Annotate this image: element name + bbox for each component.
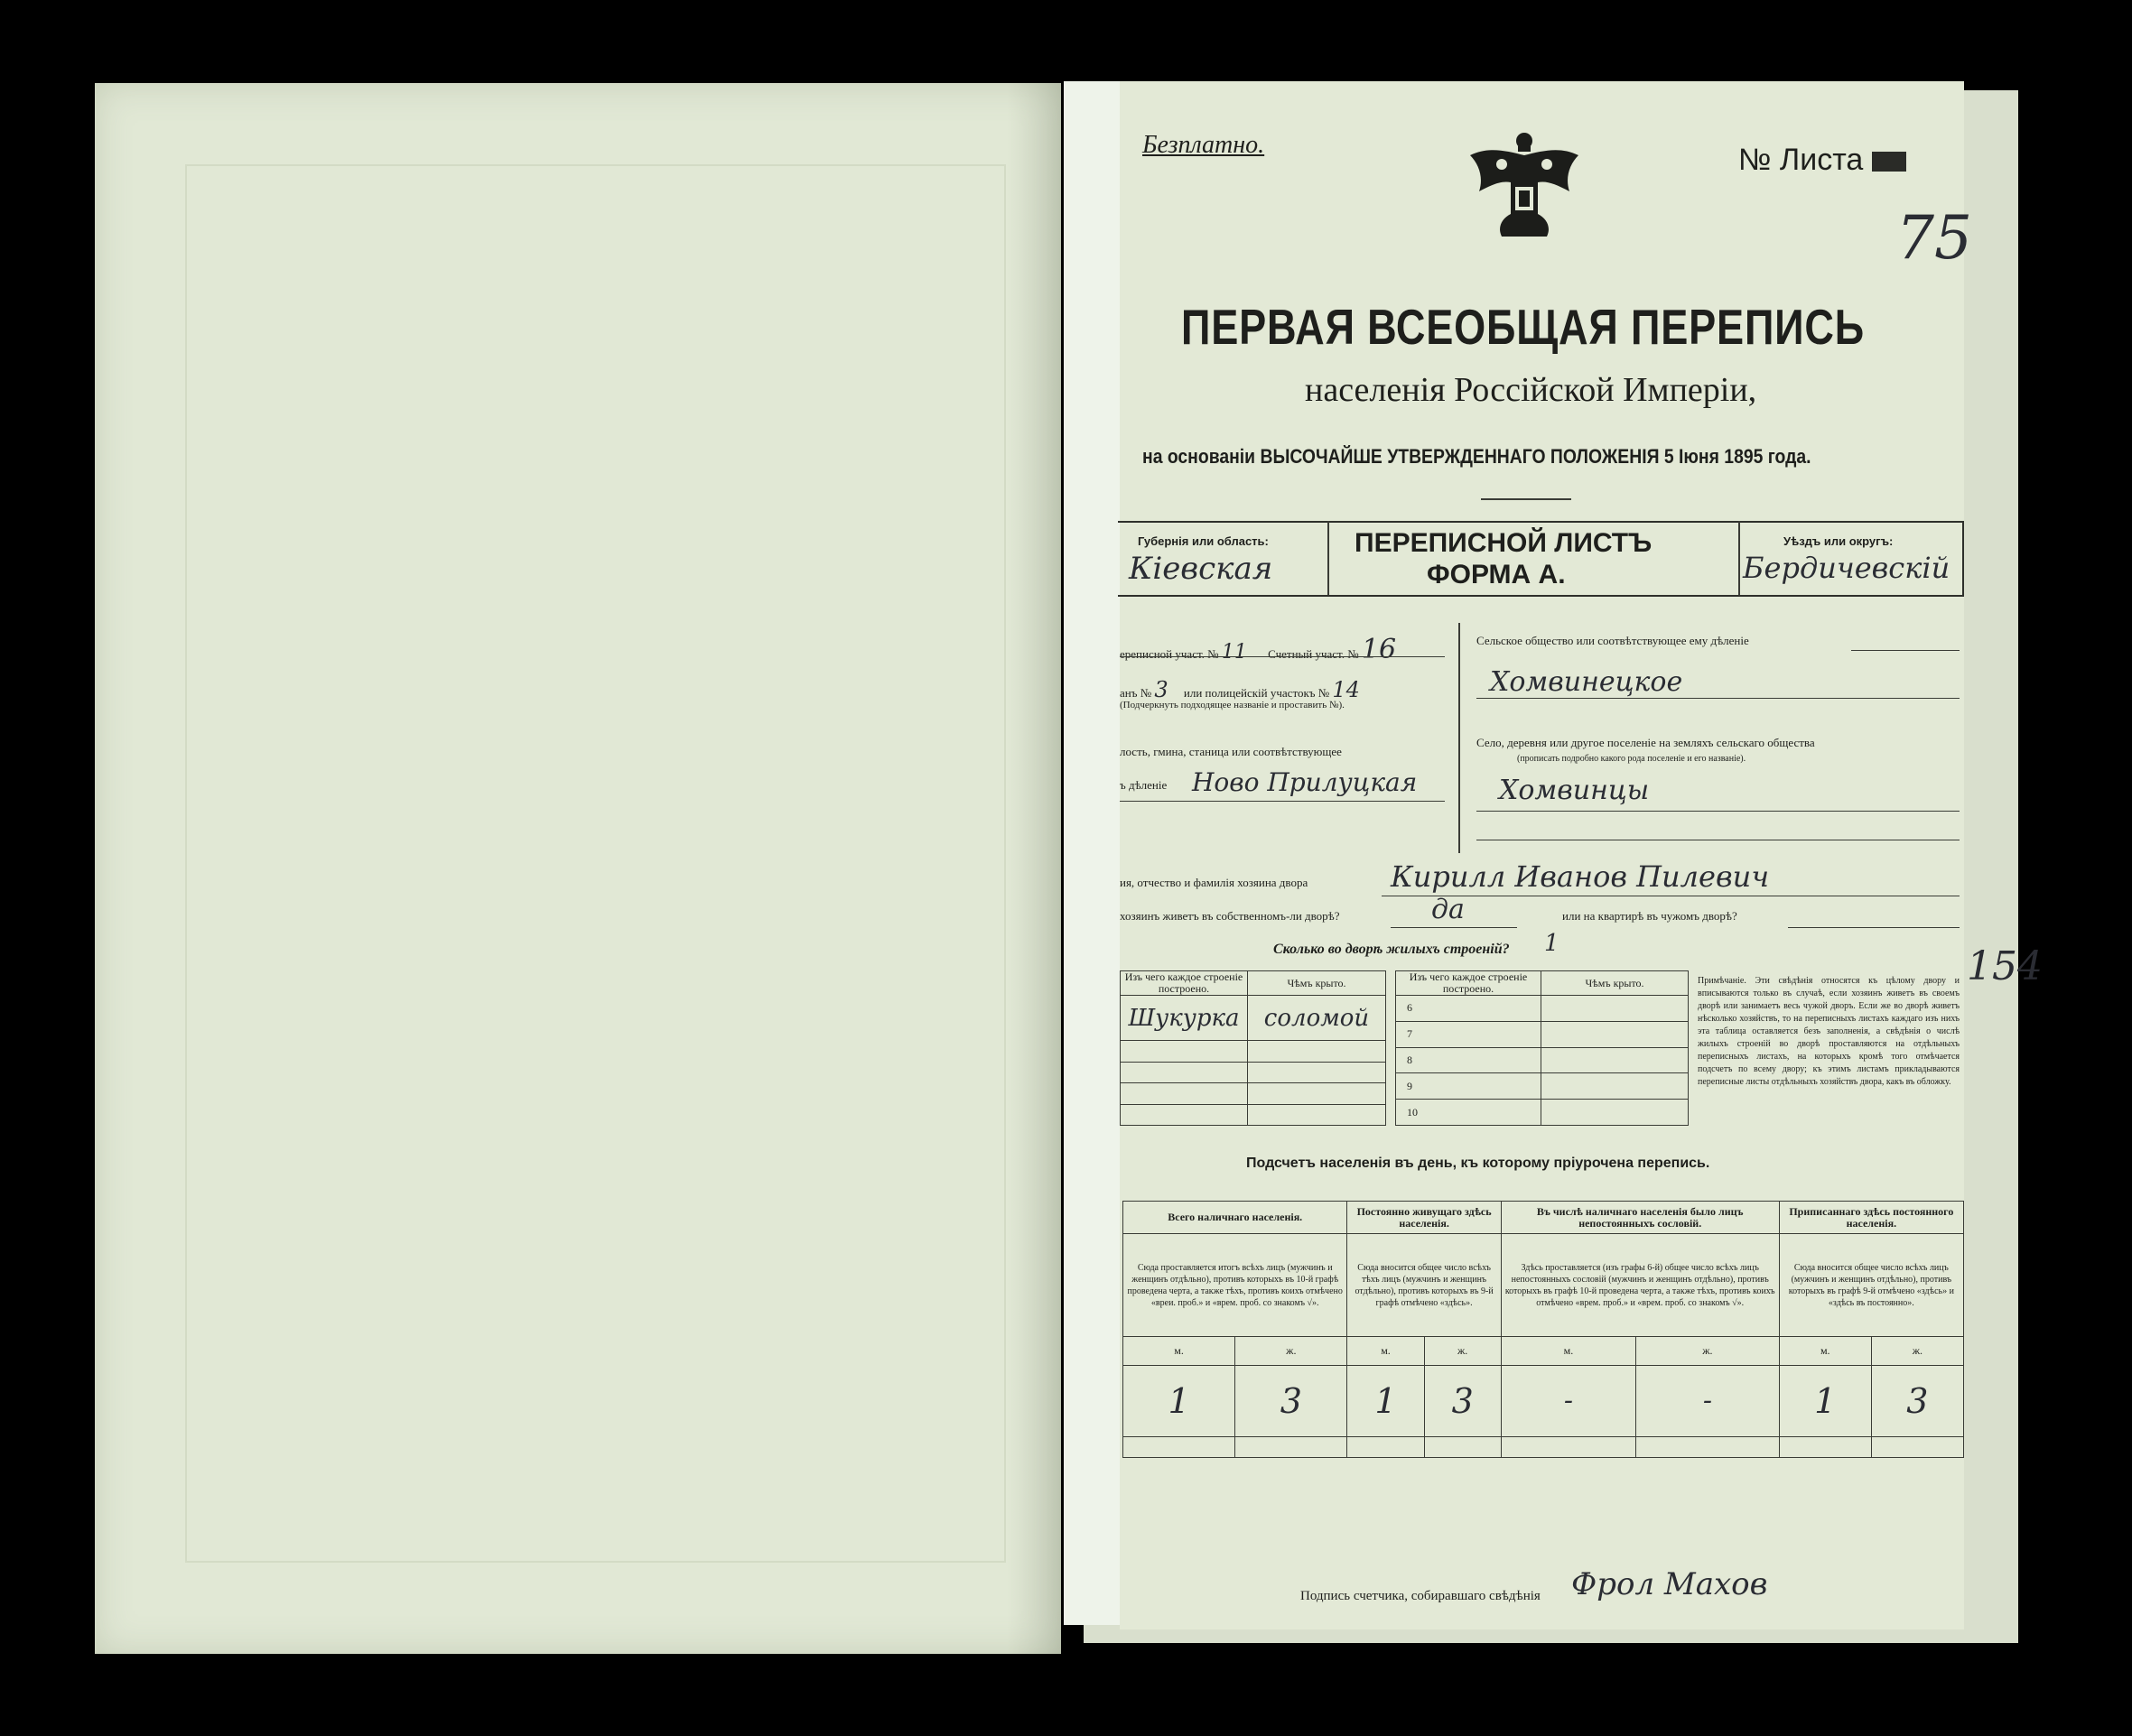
male-header: м.	[1779, 1336, 1871, 1365]
summary-col-description: Здѣсь проставляется (изъ графы 6-й) общее число всѣхъ лицъ непостоянныхъ сословій (мужчинъ и женщинъ отдѣльно), противъ которыхъ въ графѣ 10-й проведена черта, а также тѣхъ, противъ коихъ отмѣчено «врем. проб.» и «врем. проб. со знакомъ √».	[1501, 1234, 1779, 1337]
left-page-frame	[185, 164, 1006, 1563]
uezd-label: Уѣздъ или округъ:	[1783, 534, 1894, 548]
registered-female-value: 3	[1871, 1365, 1963, 1437]
census-form-page	[1120, 81, 2043, 1629]
perepis-uchast-label: ереписной участ. №	[1120, 647, 1219, 661]
schetny-uchast-value: 16	[1361, 634, 1397, 665]
female-header: ж.	[1424, 1336, 1501, 1365]
police-value: 14	[1332, 677, 1360, 702]
paper-strip	[1064, 81, 1125, 1625]
female-header: ж.	[1636, 1336, 1780, 1365]
own-yard-label: хозяинъ живетъ въ собственномъ-ли дворѣ?	[1120, 909, 1340, 923]
roof-cell: соломой	[1248, 996, 1386, 1041]
volost-value: Ново Прилуцкая	[1192, 767, 1418, 797]
guberniya-value: Кіевская	[1129, 551, 1273, 587]
village-note: (прописать подробно какого рода поселеніе и его названіе).	[1517, 754, 1746, 764]
male-header: м.	[1501, 1336, 1635, 1365]
divider	[1327, 521, 1329, 595]
divider	[1738, 521, 1740, 595]
census-legal-basis: на основаніи ВЫСОЧАЙШЕ УТВЕРЖДЕННАГО ПОЛОЖЕНІЯ 5 Іюня 1895 года.	[1142, 445, 1811, 468]
buildings-label: Сколько во дворѣ жилыхъ строеній?	[1273, 942, 1510, 957]
district-divider	[1458, 623, 1460, 853]
summary-col-header: Приписаннаго здѣсь постоянного населенія.	[1779, 1202, 1963, 1234]
stan-label: анъ №	[1120, 686, 1152, 700]
male-header: м.	[1347, 1336, 1424, 1365]
summary-col-header: Всего наличнаго населенія.	[1123, 1202, 1347, 1234]
row-number: 7	[1396, 1021, 1541, 1047]
sheet-number-stamp	[1872, 152, 1906, 172]
summary-col-description: Сюда вносится общее число всѣхъ лицъ (мужчинъ и женщинъ отдѣльно), противъ которыхъ въ графѣ 9-й отмѣчено «здѣсь» и «здѣсь въ постоянно».	[1779, 1234, 1963, 1337]
col-header: Изъ чего каждое строеніе построено.	[1396, 971, 1541, 996]
male-header: м.	[1123, 1336, 1235, 1365]
col-header: Чѣмъ крыто.	[1541, 971, 1689, 996]
row-number: 9	[1396, 1073, 1541, 1100]
volost-label: лость, гмина, станица или соотвѣтствующее	[1120, 745, 1342, 758]
enumerator-signature: Фрол Махов	[1571, 1566, 1768, 1602]
form-name-line2: ФОРМА А.	[1427, 560, 1566, 589]
population-summary-table	[1122, 1201, 1964, 1458]
underline	[1391, 927, 1517, 928]
spine-shadow	[1007, 83, 1061, 1654]
material-cell: Шукурка	[1121, 996, 1248, 1041]
col-header: Изъ чего каждое строеніе построено.	[1121, 971, 1248, 996]
census-subtitle: населенія Россійской Имперіи,	[1305, 371, 1757, 409]
underline	[1476, 811, 1960, 812]
stan-value: 3	[1154, 677, 1168, 702]
female-header: ж.	[1871, 1336, 1963, 1365]
other-yard-label: или на квартирѣ въ чужомъ дворѣ?	[1562, 909, 1737, 923]
signature-label: Подпись счетчика, собиравшаго свѣдѣнія	[1300, 1589, 1541, 1603]
total-male-value: 1	[1123, 1365, 1235, 1437]
sheet-number-handwritten: 75	[1896, 203, 1972, 273]
margin-number-handwritten: 154	[1967, 943, 2043, 989]
owner-name-value: Кирилл Иванов Пилевич	[1391, 859, 1770, 894]
buildings-value: 1	[1544, 930, 1559, 957]
transient-female-value: -	[1636, 1365, 1780, 1437]
col-header: Чѣмъ крыто.	[1248, 971, 1386, 996]
census-title: ПЕРВАЯ ВСЕОБЩАЯ ПЕРЕПИСЬ	[1181, 299, 1866, 355]
own-yard-value: да	[1431, 894, 1465, 925]
double-headed-eagle-emblem	[1461, 128, 1587, 246]
owner-name-label: ия, отчество и фамилія хозяина двора	[1120, 876, 1308, 889]
summary-col-description: Сюда вносится общее число всѣхъ тѣхъ лицъ (мужчинъ и женщинъ отдѣльно), противъ которыхъ въ 9-й графѣ отмѣчено «здѣсь».	[1347, 1234, 1501, 1337]
police-label: или полицейскій участокъ №	[1183, 686, 1330, 700]
free-label: Безплатно.	[1142, 131, 1265, 159]
resident-male-value: 1	[1347, 1365, 1424, 1437]
underline	[1120, 656, 1445, 657]
sheet-number-label: № Листа	[1738, 143, 1864, 177]
summary-col-description: Сюда проставляется итогъ всѣхъ лицъ (мужчинъ и женщинъ отдѣльно), противъ которыхъ въ 10-й графѣ проведена черта, а также тѣхъ, противъ коихъ отмѣчено «вреи. проб.» и «врем. проб. со знакомъ √».	[1123, 1234, 1347, 1337]
underline-note: (Подчеркнуть подходящее названіе и проставить №).	[1120, 700, 1345, 710]
volost-label-2: ъ дѣленіе	[1120, 778, 1168, 792]
underline	[1476, 698, 1960, 699]
schetny-uchast-label: Счетный участ. №	[1268, 647, 1359, 661]
buildings-table-left	[1120, 970, 1386, 1126]
row-number: 6	[1396, 996, 1541, 1022]
underline	[1120, 801, 1445, 802]
perepis-uchast-value: 11	[1221, 641, 1247, 664]
guberniya-label: Губернія или область:	[1138, 534, 1269, 548]
registered-male-value: 1	[1779, 1365, 1871, 1437]
note-text: Примѣчаніе. Эти свѣдѣнія относятся къ цѣлому двору и вписываются только въ случаѣ, если хозяинъ живетъ въ своемъ дворѣ или занимаетъ весь чужой дворъ. Если же во дворѣ живетъ нѣсколько хозяйствъ, то на переписныхъ листахъ каждаго изъ нихъ эта таблица оставляется безъ заполненія, а свѣдѣнія о числѣ жилыхъ строеній во дворѣ проставляются на отдѣльныхъ переписныхъ листахъ, на которыхъ кромѣ того отмѣчается подсчетъ по всему двору; къ этимъ листамъ прикладываются переписные листы отдѣльныхъ хозяйствъ двора, какъ въ обложку.	[1698, 976, 1960, 1087]
resident-female-value: 3	[1424, 1365, 1501, 1437]
uezd-value: Бердичевскій	[1743, 551, 1950, 585]
society-label: Сельское общество или соотвѣтствующее ему дѣленіе	[1476, 634, 1749, 647]
village-value: Хомвинцы	[1499, 775, 1650, 806]
summary-col-header: Въ числѣ наличнаго населенія было лицъ непостоянныхъ сословій.	[1501, 1202, 1779, 1234]
row-number: 8	[1396, 1047, 1541, 1073]
transient-male-value: -	[1501, 1365, 1635, 1437]
form-name-line1: ПЕРЕПИСНОЙ ЛИСТЪ	[1355, 528, 1653, 558]
row-number: 10	[1396, 1100, 1541, 1126]
summary-col-header: Постоянно живущаго здѣсь населенія.	[1347, 1202, 1501, 1234]
female-header: ж.	[1235, 1336, 1347, 1365]
buildings-table-right	[1395, 970, 1689, 1126]
total-female-value: 3	[1235, 1365, 1347, 1437]
underline	[1788, 927, 1960, 928]
society-value: Хомвинецкое	[1490, 666, 1683, 698]
ornament-divider	[1481, 498, 1571, 500]
underline	[1851, 650, 1960, 651]
left-blank-page	[95, 83, 1061, 1654]
summary-title: Подсчетъ населенія въ день, къ которому пріурочена перепись.	[1246, 1156, 1710, 1171]
village-label: Село, деревня или другое поселеніе на земляхъ сельскаго общества	[1476, 736, 1815, 749]
